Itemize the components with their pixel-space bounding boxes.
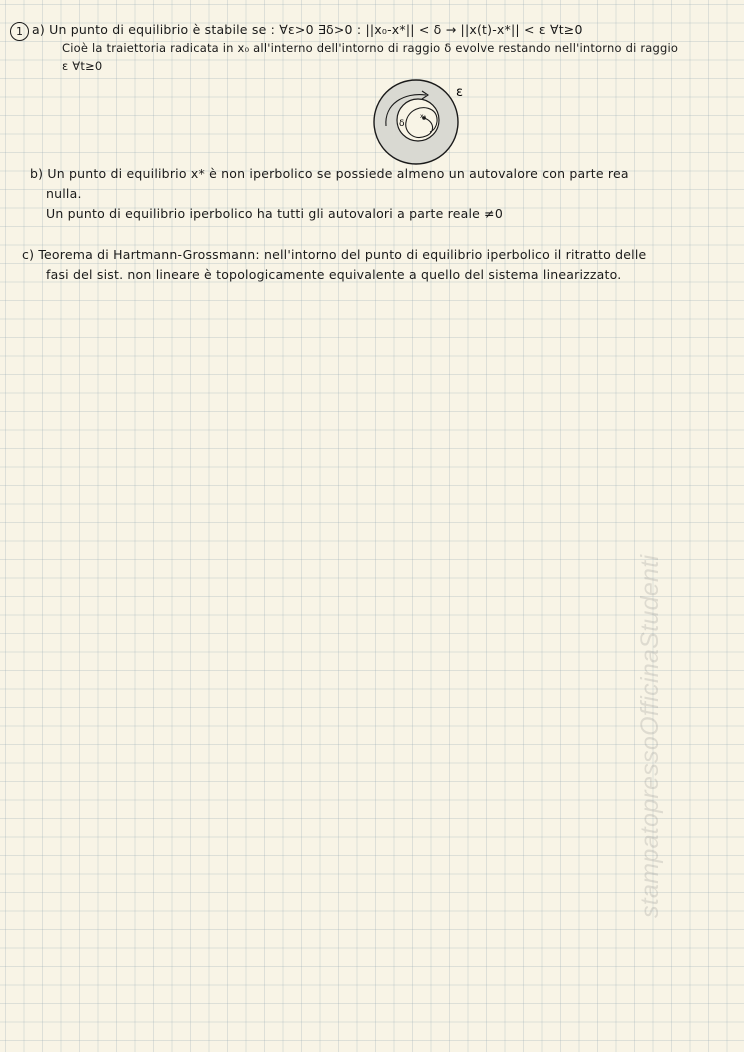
part-b-line-3: Un punto di equilibrio iperbolico ha tutti gli autovalori a parte reale ≠0 [46, 206, 504, 221]
part-a-line-2: Cioè la traiettoria radicata in x₀ all'interno dell'intorno di raggio δ evolve restando nell'intorno di raggio [62, 41, 679, 55]
watermark-text: stampatopressoOfficinaStudenti [636, 554, 664, 918]
part-a-line-3: ε ∀t≥0 [62, 59, 103, 73]
part-a-line-1: a) Un punto di equilibrio è stabile se : ∀ε>0 ∃δ>0 : ||x₀-x*|| < δ → ||x(t)-x*|| < ε ∀t≥0 [32, 22, 583, 37]
part-b-line-1: b) Un punto di equilibrio x* è non iperbolico se possiede almeno un autovalore con parte rea [30, 166, 629, 181]
question-number-badge: 1 [10, 22, 29, 41]
x0-label: x₀ [420, 113, 426, 120]
part-c-line-2: fasi del sist. non lineare è topologicamente equivalente a quello del sistema linearizzato. [46, 267, 622, 282]
part-c-line-1: c) Teorema di Hartmann-Grossmann: nell'intorno del punto di equilibrio iperbolico il ritratto delle [22, 247, 647, 262]
delta-label: δ [399, 119, 405, 129]
stability-diagram [364, 74, 476, 166]
part-b-line-2: nulla. [46, 186, 82, 201]
epsilon-label: ε [456, 85, 464, 100]
